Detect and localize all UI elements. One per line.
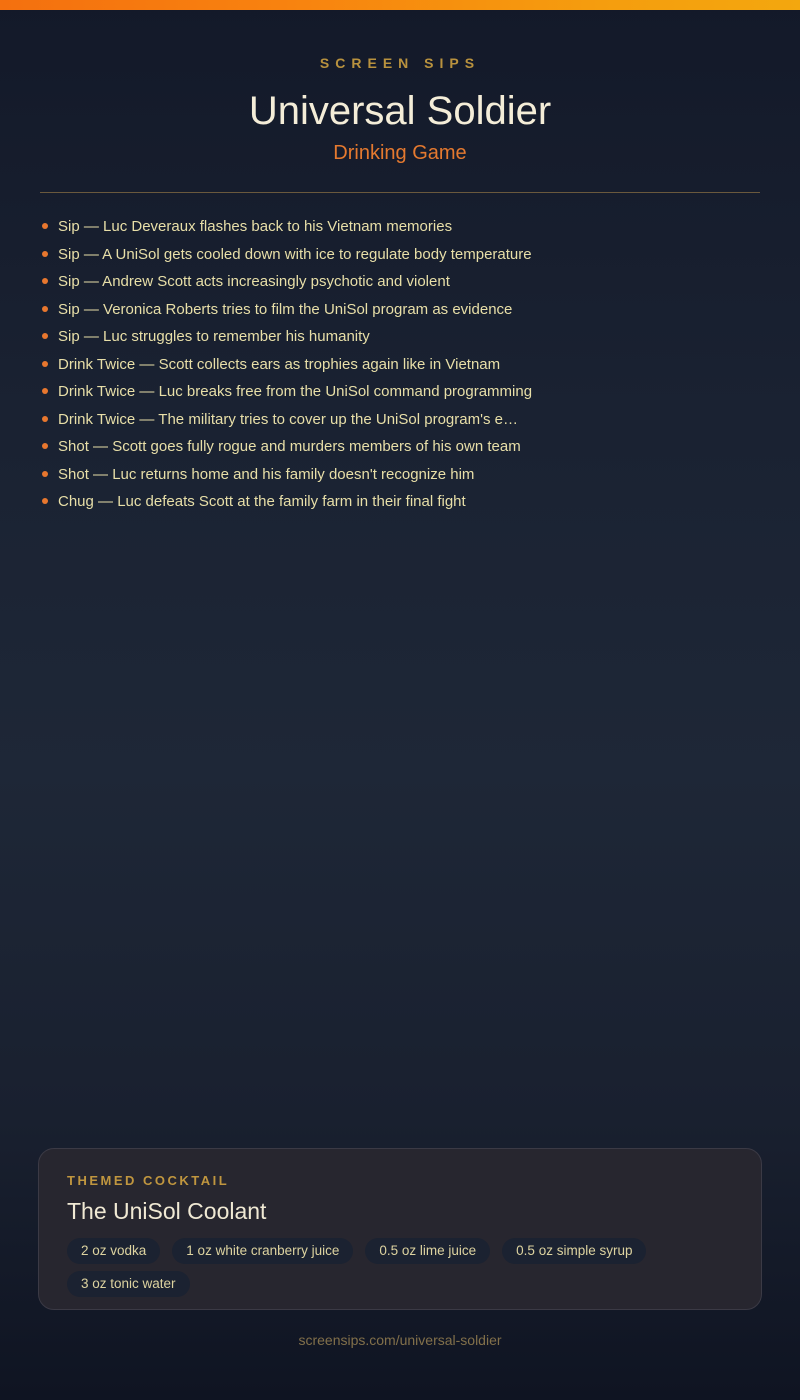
- rule-text: Sip — Andrew Scott acts increasingly psychotic and violent: [58, 273, 450, 290]
- rule-item: [40, 437, 760, 457]
- rule-text: Sip — Veronica Roberts tries to film the UniSol program as evidence: [58, 300, 513, 318]
- rule-text: Drink Twice — Luc breaks free from the UniSol command programming: [58, 383, 533, 400]
- accent-top-bar: [0, 0, 800, 10]
- rule-item: [40, 300, 760, 320]
- rule-text: Shot — Scott goes fully rogue and murders members of his own team: [58, 438, 521, 455]
- ingredient-pill: 3 oz tonic water: [67, 1271, 190, 1297]
- ingredient-pills: [67, 1238, 733, 1297]
- rule-item: [40, 382, 760, 402]
- bullet-icon: [42, 498, 48, 504]
- bullet-icon: [42, 471, 48, 477]
- bullet-icon: [42, 361, 48, 367]
- rule-item: [40, 355, 760, 375]
- brand-label: SCREEN SIPS: [319, 55, 481, 71]
- rule-item: [40, 410, 760, 430]
- page-subtitle: Drinking Game: [333, 142, 467, 164]
- rule-text: Sip — A UniSol gets cooled down with ice to regulate body temperature: [58, 245, 532, 263]
- rules-list: [40, 217, 760, 512]
- bullet-icon: [42, 388, 48, 394]
- rule-text: Sip — Luc Deveraux flashes back to his Vietnam memories: [58, 218, 453, 235]
- ingredient-pill: 0.5 oz simple syrup: [502, 1238, 646, 1264]
- bullet-icon: [42, 443, 48, 449]
- header: [0, 56, 800, 166]
- rule-item: [40, 465, 760, 485]
- bullet-icon: [42, 416, 48, 422]
- rule-item: [40, 217, 760, 237]
- bullet-icon: [42, 223, 48, 229]
- ingredient-pill: 2 oz vodka: [67, 1238, 160, 1264]
- bullet-icon: [42, 333, 48, 339]
- rule-item: [40, 245, 760, 265]
- rule-item: [40, 327, 760, 347]
- rule-text: Shot — Luc returns home and his family doesn't recognize him: [58, 465, 475, 483]
- rule-item: [40, 492, 760, 512]
- header-divider: [40, 192, 760, 193]
- page-title: Universal Soldier: [248, 89, 552, 133]
- rule-text: Chug — Luc defeats Scott at the family farm in their final fight: [58, 493, 466, 510]
- ingredient-pill: 1 oz white cranberry juice: [172, 1238, 353, 1264]
- ingredient-pill: 0.5 oz lime juice: [365, 1238, 490, 1264]
- rule-text: Drink Twice — The military tries to cover up the UniSol program's e…: [58, 410, 518, 428]
- bullet-icon: [42, 278, 48, 284]
- cocktail-card: [38, 1148, 762, 1310]
- rule-text: Sip — Luc struggles to remember his humanity: [58, 328, 370, 345]
- cocktail-section-label: THEMED COCKTAIL: [67, 1173, 230, 1188]
- cocktail-name: The UniSol Coolant: [67, 1198, 267, 1224]
- rule-item: [40, 272, 760, 292]
- rule-text: Drink Twice — Scott collects ears as trophies again like in Vietnam: [58, 355, 501, 373]
- bullet-icon: [42, 251, 48, 257]
- footer-url: screensips.com/universal-soldier: [298, 1332, 502, 1348]
- bullet-icon: [42, 306, 48, 312]
